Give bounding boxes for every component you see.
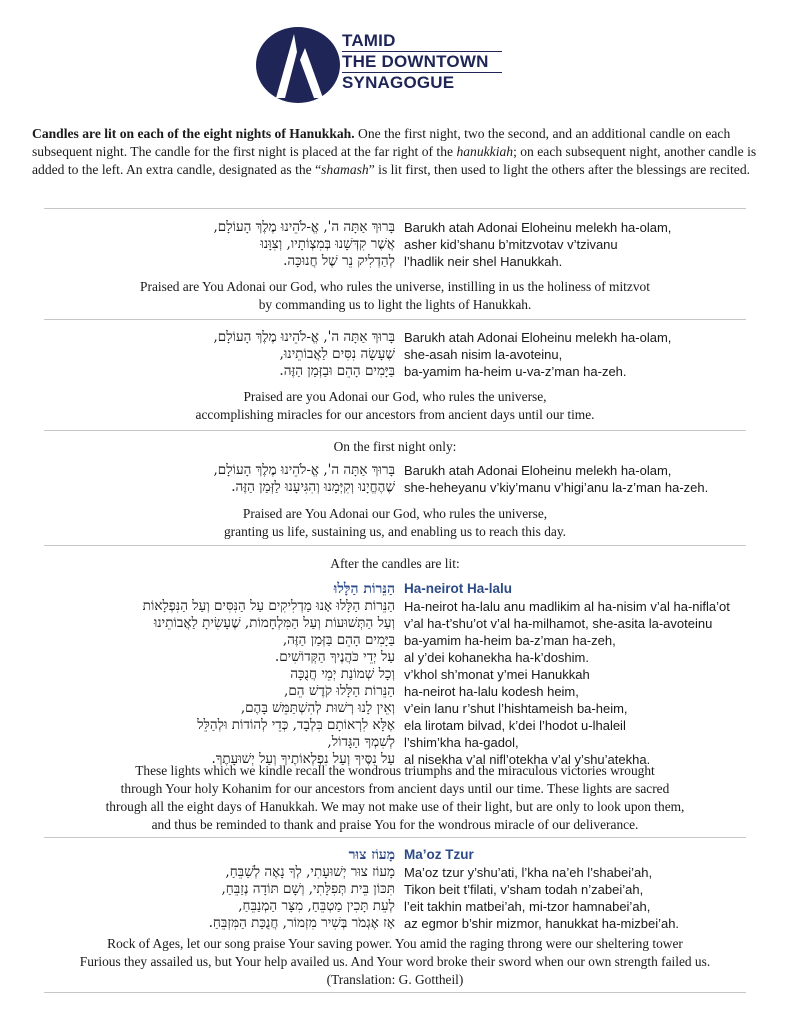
translit-line: ba-yamim ha-heim u-va-z’man ha-zeh. — [404, 364, 627, 379]
blessing3-hebrew — [55, 462, 395, 496]
translit-line: she-heheyanu v’kiy’manu v’higi’anu la-z’man ha-zeh. — [404, 480, 709, 495]
intro-paragraph — [32, 125, 760, 179]
hebrew-line: בָּרוּךְ אַתָּה ה', אֱ-לֹהֵינוּ מֶלֶךְ הָעוֹלָם, — [213, 219, 395, 235]
blessing3-transliteration — [404, 462, 774, 496]
hebrew-line: וְעַל הַתְּשׁוּעוֹת וְעַל הַמִּלְחָמוֹת, שֶׁעָשִׂיתָ לַאֲבוֹתֵינוּ — [153, 615, 395, 631]
translit-line: al nisekha v’al nifl’otekha v’al y’shu’atekha. — [404, 752, 651, 767]
intro-text-3: ” is lit first, then used to light the others after the blessings are recited. — [368, 162, 751, 177]
translit-line: Ma’oz tzur y’shu’ati, l’kha na’eh l’shabei’ah, — [404, 865, 653, 880]
first-night-note: On the first night only: — [333, 439, 457, 454]
after-lit-note: After the candles are lit: — [330, 556, 460, 571]
translit-line: asher kid’shanu b’mitzvotav v’tzivanu — [404, 237, 618, 252]
hebrew-line: עַל יְדֵי כֹּהֲנֶיךָ הַקְּדוֹשִׁים. — [274, 649, 395, 665]
hebrew-line: בָּרוּךְ אַתָּה ה', אֱ-לֹהֵינוּ מֶלֶךְ הָעוֹלָם, — [213, 329, 395, 345]
divider — [44, 208, 746, 209]
english-line: by commanding us to light the lights of Hanukkah. — [258, 297, 532, 312]
hebrew-line: לְעֵת תָּכִין מַטְבֵּחַ, מִצָּר הַמְנַבֵּחַ, — [238, 898, 395, 914]
hebrew-line: בַּיָּמִים הָהֵם וּבַזְּמַן הַזֶּה. — [279, 363, 395, 379]
logo-rule-top — [342, 51, 502, 52]
hebrew-line: וְכָל שְׁמוֹנַת יְמֵי חֲנֻכָּה — [290, 666, 395, 682]
translit-line: al y’dei kohanekha ha-k’doshim. — [404, 650, 589, 665]
translit-line: Barukh atah Adonai Eloheinu melekh ha-olam, — [404, 330, 672, 345]
maoz-translit-title: Ma’oz Tzur — [404, 847, 474, 862]
intro-term-hanukkiah: hanukkiah — [456, 144, 514, 159]
tamid-logo — [254, 22, 524, 106]
english-line: through all the eight days of Hanukkah. We may not make use of their light, but are only to look upon them, — [105, 799, 685, 814]
maoz-hebrew — [55, 846, 395, 932]
blessing2-hebrew — [55, 329, 395, 380]
translit-line: v’al ha-t’shu’ot v’al ha-milhamot, she-asita la-avoteinu — [404, 616, 713, 631]
translit-line: ba-yamim ha-heim ba-z’man ha-zeh, — [404, 633, 616, 648]
haneirot-transliteration — [404, 580, 774, 768]
english-line: accomplishing miracles for our ancestors from ancient days until our time. — [195, 407, 595, 422]
translit-line: az egmor b’shir mizmor, hanukkat ha-mizbei’ah. — [404, 916, 680, 931]
hebrew-line: לְהַדְלִיק נֵר שֶׁל חֲנוּכָּה. — [283, 253, 395, 269]
logo-line-downtown: THE DOWNTOWN — [342, 52, 489, 71]
hebrew-line: הַנֵּרוֹת הַלָּלוּ קֹדֶשׁ הֵם, — [284, 683, 395, 699]
divider — [44, 992, 746, 993]
english-line: Praised are You Adonai our God, who rules the universe, instilling in us the holiness of mitzvot — [140, 279, 650, 294]
haneirot-hebrew — [55, 580, 395, 768]
translit-line: Barukh atah Adonai Eloheinu melekh ha-olam, — [404, 220, 672, 235]
translit-line: Ha-neirot ha-lalu anu madlikim al ha-nisim v’al ha-nifla’ot — [404, 599, 730, 614]
logo-line-tamid: TAMID — [342, 31, 396, 50]
divider — [44, 837, 746, 838]
hebrew-line: שֶׁהֶחֱיָנוּ וְקִיְּמָנוּ וְהִגִּיעָנוּ לַזְּמַן הַזֶּה. — [231, 479, 395, 495]
hebrew-line: אֶלָּא לִרְאוֹתָם בִּלְבָד, כְּדֵי לְהוֹדוֹת וּלְהַלֵּל — [197, 717, 395, 733]
maoz-english — [30, 935, 760, 989]
blessing1-english — [30, 278, 760, 314]
english-line: through Your holy Kohanim for our ancestors from ancient days until our time. These lights are sacred — [120, 781, 670, 796]
hebrew-line: עַל נִסֶּיךָ וְעַל נִפְלְאוֹתֶיךָ וְעַל יְשׁוּעָתֶךָ. — [211, 751, 395, 767]
translit-line: ha-neirot ha-lalu kodesh heim, — [404, 684, 579, 699]
intro-text-2: ; on each subsequent night, another candle is added to the left. An extra candle, designated as the “ — [32, 144, 757, 177]
english-line: Praised are You Adonai our God, who rules the universe, — [242, 506, 548, 521]
english-line: Furious they assailed us, but Your help availed us. And Your word broke their sword when our own strength failed us. — [79, 954, 711, 969]
hebrew-line: שֶׁעָשָׂה נִסִּים לַאֲבוֹתֵינוּ, — [279, 346, 395, 362]
maoz-transliteration — [404, 846, 774, 932]
english-line: These lights which we kindle recall the wondrous triumphs and the miraculous victories wrought — [135, 763, 655, 778]
english-line: and thus be reminded to thank and praise You for the wondrous miracle of our deliverance. — [151, 817, 639, 832]
blessing3-english — [30, 505, 760, 541]
haneirot-hebrew-title: הַנֵּרוֹת הַלָּלוּ — [333, 581, 395, 597]
translit-line: l’eit takhin matbei’ah, mi-tzor hamnabei’ah, — [404, 899, 651, 914]
haneirot-translit-title: Ha-neirot Ha-lalu — [404, 581, 513, 596]
hebrew-line: הַנֵּרוֹת הַלָּלוּ אָנוּ מַדְלִיקִים עַל הַנִּסִּים וְעַל הַנִּפְלָאוֹת — [142, 598, 395, 614]
divider — [44, 430, 746, 431]
hebrew-line: וְאֵין לָנוּ רְשׁוּת לְהִשְׁתַּמֵּשׁ בָּהֶם, — [240, 700, 395, 716]
hebrew-line: אֲשֶׁר קִדְּשָׁנוּ בְּמִצְוֹתָיו, וְצִוָּנוּ — [260, 236, 395, 252]
english-line: granting us life, sustaining us, and enabling us to reach this day. — [223, 524, 567, 539]
blessing2-transliteration — [404, 329, 774, 380]
blessing2-english — [30, 388, 760, 424]
tamid-logo-emblem-icon — [254, 22, 344, 106]
logo-wordmark — [342, 30, 489, 93]
hebrew-line: בַּיָּמִים הָהֵם בַּזְּמַן הַזֶּה, — [282, 632, 395, 648]
translit-line: ela lirotam bilvad, k’dei l’hodot u-lhaleil — [404, 718, 626, 733]
translit-line: v’khol sh’monat y’mei Hanukkah — [404, 667, 590, 682]
intro-lead: Candles are lit on each of the eight nights of Hanukkah. — [32, 126, 355, 141]
translation-credit: (Translation: G. Gottheil) — [326, 972, 464, 987]
blessing1-hebrew — [55, 219, 395, 270]
hebrew-line: מָעוֹז צוּר יְשׁוּעָתִי, לְךָ נָאֶה לְשַׁבֵּחַ, — [225, 864, 395, 880]
intro-term-shamash: shamash — [321, 162, 369, 177]
hebrew-line: לְשִׁמְךָ הַגָּדוֹל, — [327, 734, 395, 750]
hebrew-line: בָּרוּךְ אַתָּה ה', אֱ-לֹהֵינוּ מֶלֶךְ הָעוֹלָם, — [213, 462, 395, 478]
haneirot-english — [30, 762, 760, 834]
translit-line: v’ein lanu r’shut l’hishtameish ba-heim, — [404, 701, 628, 716]
hebrew-line: תִּכּוֹן בֵּית תְּפִלָּתִי, וְשָׁם תּוֹדָה נְזַבֵּחַ, — [221, 881, 395, 897]
blessing1-transliteration — [404, 219, 774, 270]
intro-text-1: One the first night, two the second, and an additional candle on each subsequent night. The candle for the first night is placed at the far right of the — [32, 126, 731, 159]
translit-line: l’hadlik neir shel Hanukkah. — [404, 254, 563, 269]
english-line: Rock of Ages, let our song praise Your saving power. You amid the raging throng were our sheltering tower — [107, 936, 683, 951]
translit-line: l’shim’kha ha-gadol, — [404, 735, 519, 750]
translit-line: Tikon beit t’filati, v’sham todah n’zabei’ah, — [404, 882, 644, 897]
english-line: Praised are you Adonai our God, who rules the universe, — [243, 389, 547, 404]
hebrew-line: אָז אֶגְמֹר בְּשִׁיר מִזְמוֹר, חֲנֻכַּת הַמִּזְבֵּחַ. — [208, 915, 395, 931]
translit-line: Barukh atah Adonai Eloheinu melekh ha-olam, — [404, 463, 672, 478]
maoz-hebrew-title: מָעוֹז צוּר — [348, 847, 395, 863]
logo-rule-bottom — [342, 72, 502, 73]
logo-line-synagogue: SYNAGOGUE — [342, 73, 455, 92]
divider — [44, 319, 746, 320]
translit-line: she-asah nisim la-avoteinu, — [404, 347, 563, 362]
divider — [44, 545, 746, 546]
